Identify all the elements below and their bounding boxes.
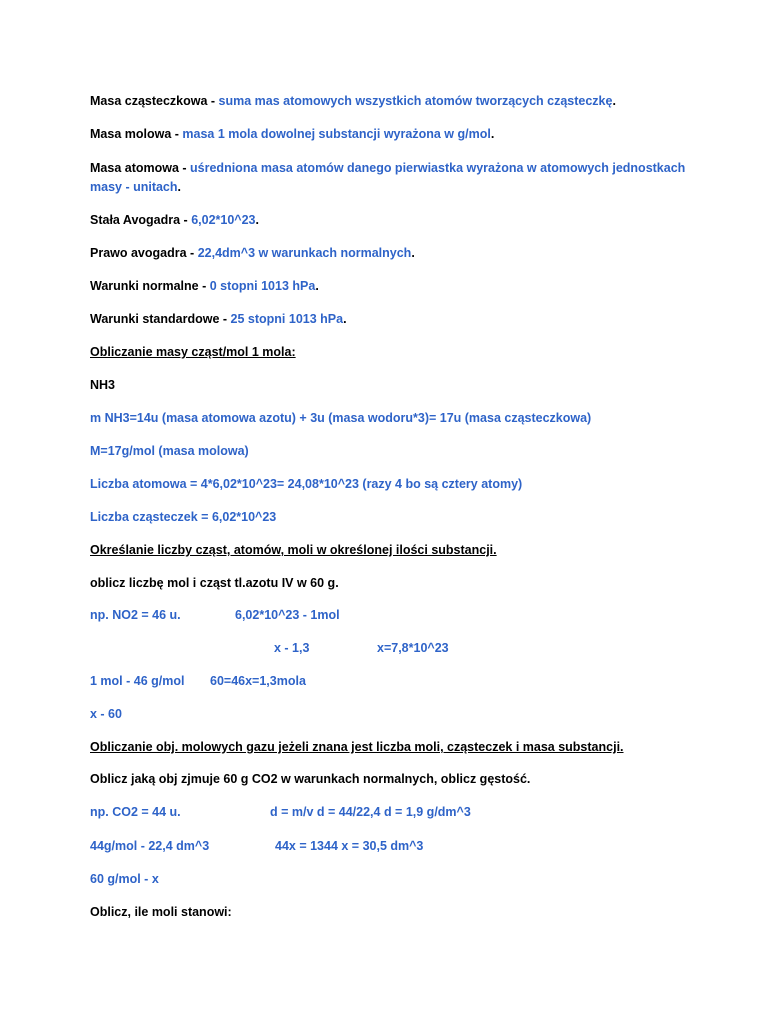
definition-warunki-standardowe <box>90 311 347 328</box>
definition-term: Warunki standardowe <box>90 312 220 326</box>
calc-line: 44g/mol - 22,4 dm^3 <box>90 839 210 853</box>
definition-value: masa 1 mola dowolnej substancji wyrażona w g/mol <box>182 127 491 141</box>
definition-end: . <box>343 312 347 326</box>
section-heading-masa: Obliczanie masy cząst/mol 1 mola: <box>90 345 296 359</box>
definition-stala-avogadra <box>90 212 259 229</box>
calc-line: M=17g/mol (masa molowa) <box>90 444 249 458</box>
definition-separator: - <box>198 279 210 293</box>
task-text: oblicz liczbę mol i cząst tl.azotu IV w 60 g. <box>90 576 339 590</box>
calc-line: 60=46x=1,3mola <box>210 674 306 688</box>
definition-value: uśredniona masa atomów danego pierwiastka wyrażona w atomowych jednostkach <box>190 161 686 175</box>
definition-masa-molowa <box>90 126 494 143</box>
definition-end: . <box>315 279 319 293</box>
definition-end: . <box>177 180 182 194</box>
calc-line: Liczba cząsteczek = 6,02*10^23 <box>90 510 277 524</box>
calc-line: x=7,8*10^23 <box>377 641 449 655</box>
closing-text: Oblicz, ile moli stanowi: <box>90 905 232 919</box>
section-heading-objetosc: Obliczanie obj. molowych gazu jeżeli znana jest liczba moli, cząsteczek i masa substancji. <box>90 740 624 754</box>
definition-separator: - <box>186 246 198 260</box>
definition-value: suma mas atomowych wszystkich atomów tworzących cząsteczkę <box>218 94 613 108</box>
definition-value: 25 stopni 1013 hPa <box>230 312 344 326</box>
definition-end: . <box>490 127 495 141</box>
calc-line: np. NO2 = 46 u. <box>90 608 181 622</box>
definition-end: . <box>612 94 616 108</box>
definition-value-cont: masy - unitach <box>90 180 178 194</box>
definition-masa-czasteczkowa <box>90 93 616 110</box>
definition-warunki-normalne <box>90 278 319 295</box>
compound-label: NH3 <box>90 378 116 392</box>
definition-prawo-avogadra <box>90 245 415 262</box>
calc-line: Liczba atomowa = 4*6,02*10^23= 24,08*10^23 (razy 4 bo są cztery atomy) <box>90 477 523 491</box>
calc-line: 60 g/mol - x <box>90 872 159 886</box>
definition-separator: - <box>171 127 183 141</box>
definition-end: . <box>255 213 259 227</box>
calc-line: x - 1,3 <box>274 641 310 655</box>
section-heading-liczby: Określanie liczby cząst, atomów, moli w określonej ilości substancji. <box>90 543 497 557</box>
calc-line: m NH3=14u (masa atomowa azotu) + 3u (masa wodoru*3)= 17u (masa cząsteczkowa) <box>90 411 592 425</box>
definition-separator: - <box>207 94 219 108</box>
calc-line: 44x = 1344 x = 30,5 dm^3 <box>275 839 424 853</box>
definition-term: Stała Avogadra <box>90 213 181 227</box>
definition-value: 0 stopni 1013 hPa <box>209 279 316 293</box>
calc-line: 1 mol - 46 g/mol <box>90 674 185 688</box>
definition-term: Prawo avogadra <box>90 246 187 260</box>
definition-term: Warunki normalne <box>90 279 199 293</box>
task-text: Oblicz jaką obj zjmuje 60 g CO2 w warunkach normalnych, oblicz gęstość. <box>90 772 531 786</box>
definition-term: Masa molowa <box>90 127 172 141</box>
definition-separator: - <box>178 161 191 175</box>
definition-end: . <box>411 246 415 260</box>
definition-term: Masa cząsteczkowa <box>90 94 208 108</box>
definition-masa-atomowa <box>90 160 685 177</box>
definition-term: Masa atomowa <box>90 161 179 175</box>
definition-masa-atomowa-cont <box>90 179 181 196</box>
definition-separator: - <box>219 312 231 326</box>
calc-line: 6,02*10^23 - 1mol <box>235 608 340 622</box>
definition-value: 6,02*10^23 <box>191 213 256 227</box>
calc-line: np. CO2 = 44 u. <box>90 805 181 819</box>
calc-line: d = m/v d = 44/22,4 d = 1,9 g/dm^3 <box>270 805 471 819</box>
definition-value: 22,4dm^3 w warunkach normalnych <box>197 246 412 260</box>
definition-separator: - <box>180 213 192 227</box>
calc-line: x - 60 <box>90 707 122 721</box>
